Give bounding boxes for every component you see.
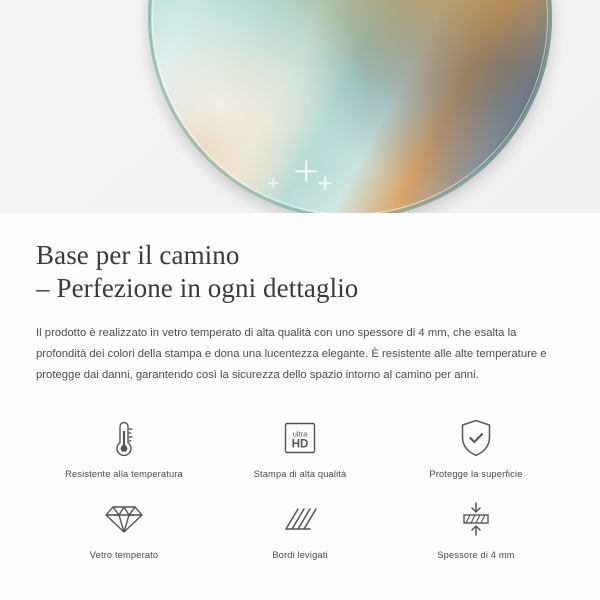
feature-label: Vetro temperato <box>89 550 159 560</box>
feature-grid <box>36 416 564 560</box>
thermometer-icon <box>109 416 139 460</box>
content-area <box>0 213 600 560</box>
feature-label: Resistente alla temperatura <box>65 469 183 479</box>
shield-check-icon <box>457 416 495 460</box>
polished-edges-icon <box>280 497 320 541</box>
ultra-hd-icon <box>280 416 320 460</box>
feature-label: Spessore di 4 mm <box>437 550 515 560</box>
svg-text:ultra: ultra <box>292 429 308 439</box>
thickness-arrows-icon <box>456 497 496 541</box>
feature-item-thickness <box>388 497 564 560</box>
headline-line-1: Base per il camino <box>36 240 240 270</box>
headline-line-2: – Perfezione in ogni dettaglio <box>36 273 359 303</box>
svg-text:HD: HD <box>291 438 309 451</box>
diamond-icon <box>104 497 144 541</box>
feature-item-tempered-glass <box>36 497 212 560</box>
page-title <box>36 213 564 305</box>
feature-item-print-quality <box>212 416 388 479</box>
feature-item-polished-edges <box>212 497 388 560</box>
hero-image <box>0 0 600 213</box>
feature-item-surface-protection <box>388 416 564 479</box>
feature-label: Protegge la superficie <box>429 469 523 479</box>
description-paragraph: Il prodotto è realizzato in vetro temperato di alta qualità con uno spessore di 4 mm, che esalta la profondità dei colori della stampa e dona una lucentezza elegante. È resistente alle alte temperature e protegge dai danni, garantendo così la sicurezza dello spazio intorno al camino per anni. <box>36 327 547 381</box>
feature-item-temperature <box>36 416 212 479</box>
feature-label: Stampa di alta qualità <box>253 469 347 479</box>
feature-label: Bordi levigati <box>272 550 328 560</box>
